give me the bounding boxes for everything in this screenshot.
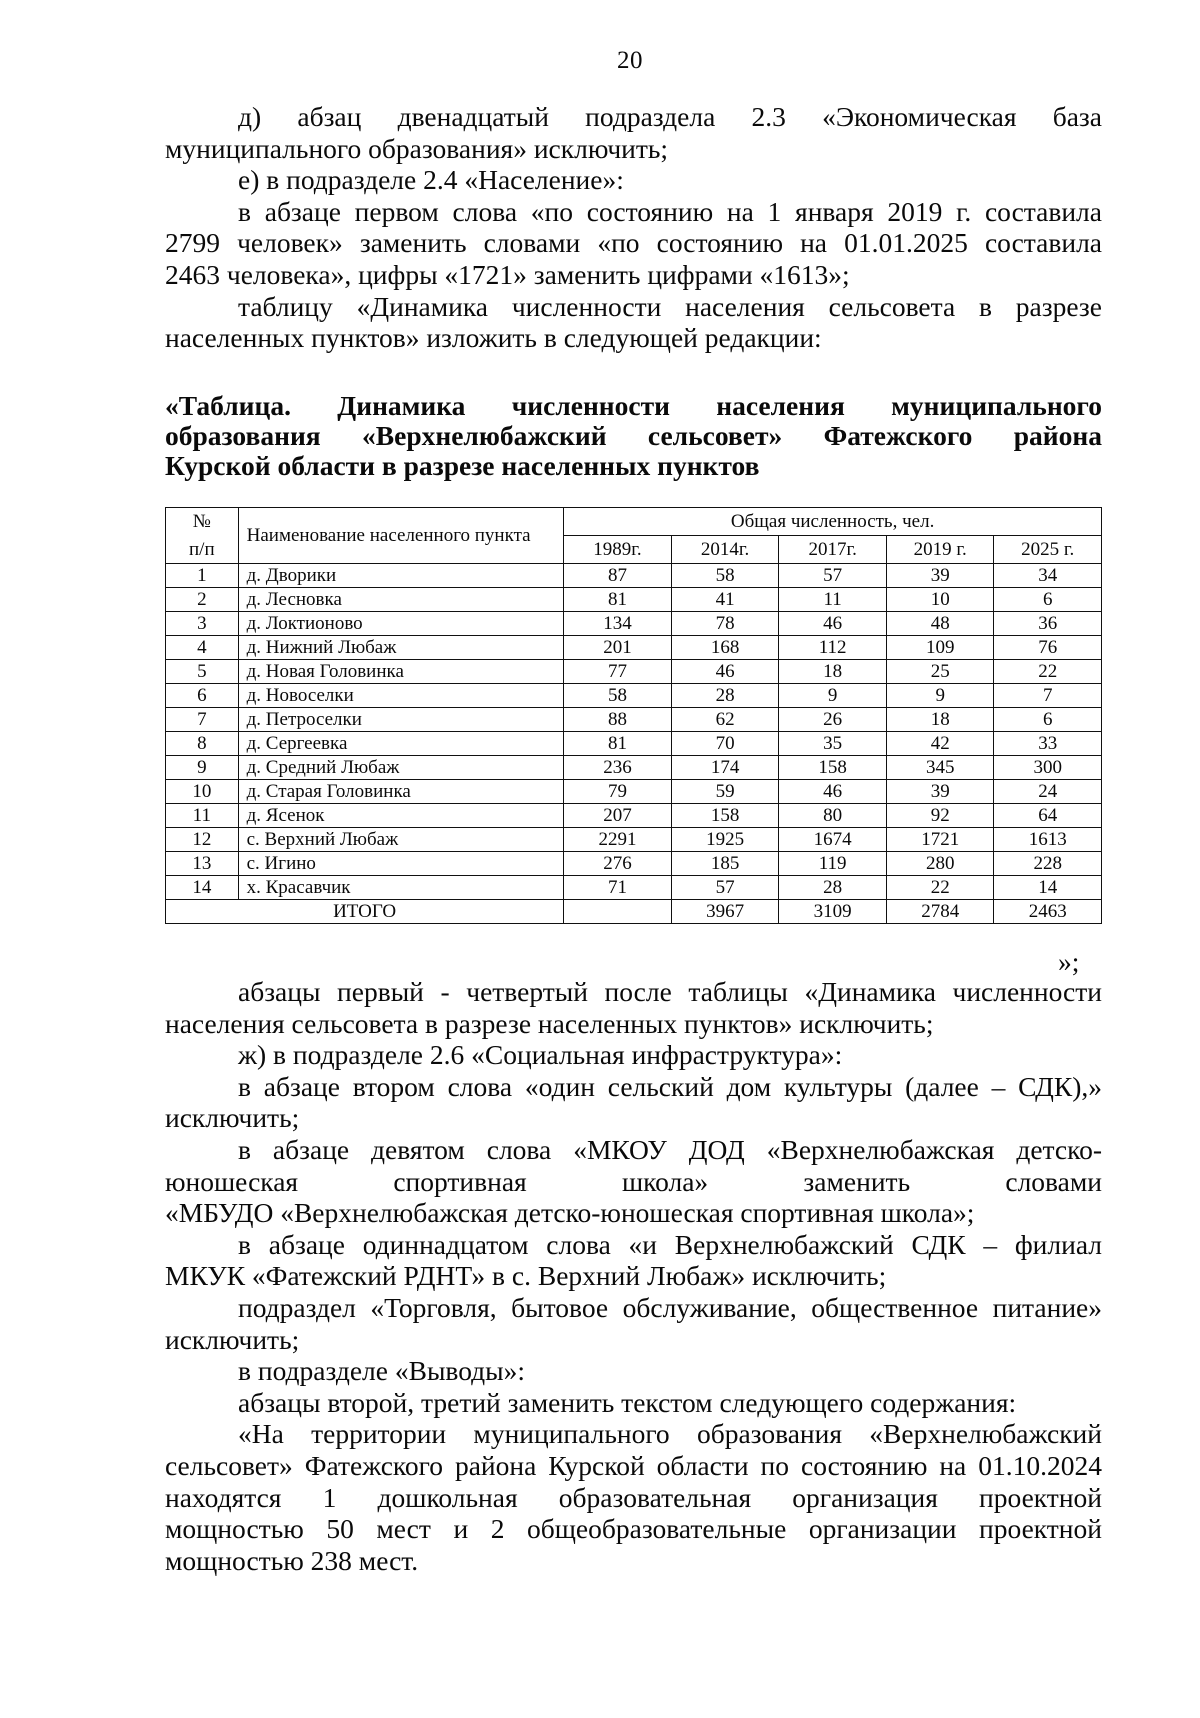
text-line: мощностью 238 мест.: [165, 1544, 419, 1576]
text-line: «На территории муниципального образования «Верхнелюбажский: [238, 1418, 1102, 1450]
total-cell: 3109: [779, 900, 887, 924]
paragraph-after-4: [165, 1134, 1102, 1229]
settlement-name: д. Нижний Любаж: [238, 636, 564, 660]
text-line: населенных пунктов» изложить в следующей редакции:: [165, 322, 822, 354]
table-row: [166, 828, 1102, 852]
title-line: «Таблица. Динамика численности населения муниципального: [165, 390, 1102, 421]
population-cell: 59: [671, 780, 779, 804]
population-cell: 48: [886, 612, 994, 636]
population-cell: 26: [779, 708, 887, 732]
header-year: 1989г.: [564, 536, 672, 564]
row-number: 3: [166, 612, 239, 636]
population-cell: 39: [886, 564, 994, 588]
population-cell: 28: [671, 684, 779, 708]
total-label: ИТОГО: [166, 900, 564, 924]
row-number: 7: [166, 708, 239, 732]
table-row: [166, 564, 1102, 588]
row-number: 12: [166, 828, 239, 852]
text-line: е) в подразделе 2.4 «Население»:: [238, 164, 624, 196]
settlement-name: д. Лесновка: [238, 588, 564, 612]
population-cell: 46: [779, 612, 887, 636]
population-cell: 18: [779, 660, 887, 684]
header-year: 2019 г.: [886, 536, 994, 564]
text-line: абзацы второй, третий заменить текстом следующего содержания:: [238, 1386, 1017, 1418]
header-year: 2025 г.: [994, 536, 1102, 564]
population-cell: 300: [994, 756, 1102, 780]
row-number: 8: [166, 732, 239, 756]
table-row: [166, 708, 1102, 732]
population-cell: 33: [994, 732, 1102, 756]
settlement-name: с. Игино: [238, 852, 564, 876]
settlement-name: д. Старая Головинка: [238, 780, 564, 804]
text-line: «МБУДО «Верхнелюбажская детско-юношеская спортивная школа»;: [165, 1197, 975, 1229]
population-cell: 6: [994, 708, 1102, 732]
population-cell: 46: [671, 660, 779, 684]
population-cell: 11: [779, 588, 887, 612]
row-number: 9: [166, 756, 239, 780]
text-line: юношеская спортивная школа» заменить словами: [165, 1165, 1102, 1197]
population-cell: 1613: [994, 828, 1102, 852]
population-cell: 77: [564, 660, 672, 684]
population-cell: 76: [994, 636, 1102, 660]
text-line: исключить;: [165, 1323, 300, 1355]
population-cell: 1674: [779, 828, 887, 852]
population-cell: 112: [779, 636, 887, 660]
text-line: исключить;: [165, 1102, 300, 1134]
text-line: сельсовет» Фатежского района Курской области по состоянию на 01.10.2024: [165, 1449, 1102, 1481]
paragraph-after-5: [165, 1229, 1102, 1292]
settlement-name: д. Сергеевка: [238, 732, 564, 756]
table-row: [166, 588, 1102, 612]
population-cell: 64: [994, 804, 1102, 828]
header-total-population: Общая численность, чел.: [564, 508, 1102, 536]
paragraph-after-8: [165, 1387, 1102, 1419]
paragraph-after-1: [165, 976, 1102, 1039]
text-line: 2463 человека», цифры «1721» заменить цифрами «1613»;: [165, 258, 850, 290]
population-cell: 92: [886, 804, 994, 828]
text-line: абзацы первый - четвертый после таблицы «Динамика численности: [238, 976, 1102, 1007]
population-cell: 46: [779, 780, 887, 804]
population-cell: 22: [994, 660, 1102, 684]
paragraph-after-3: [165, 1071, 1102, 1134]
population-cell: 34: [994, 564, 1102, 588]
row-number: 13: [166, 852, 239, 876]
header-number: № п/п: [166, 508, 239, 564]
table-row: [166, 636, 1102, 660]
paragraph-d: [165, 101, 1102, 164]
population-cell: 236: [564, 756, 672, 780]
closing-quote: »;: [1058, 946, 1080, 977]
header-settlement-name: Наименование населенного пункта: [238, 508, 564, 564]
settlement-name: с. Верхний Любаж: [238, 828, 564, 852]
population-cell: 2291: [564, 828, 672, 852]
population-cell: 174: [671, 756, 779, 780]
population-cell: 6: [994, 588, 1102, 612]
title-line: образования «Верхнелюбажский сельсовет» Фатежского района: [165, 420, 1102, 451]
header-year: 2017г.: [779, 536, 887, 564]
header-year: 2014г.: [671, 536, 779, 564]
population-cell: 201: [564, 636, 672, 660]
settlement-name: д. Локтионово: [238, 612, 564, 636]
population-cell: 228: [994, 852, 1102, 876]
population-cell: 276: [564, 852, 672, 876]
population-cell: 42: [886, 732, 994, 756]
settlement-name: д. Ясенок: [238, 804, 564, 828]
text-line: муниципального образования» исключить;: [165, 132, 669, 164]
text-line: находятся 1 дошкольная образовательная организация проектной: [165, 1481, 1102, 1513]
paragraph-e: [165, 164, 1102, 196]
intro-block: [165, 101, 1102, 354]
paragraph-population: [165, 196, 1102, 291]
population-cell: 158: [671, 804, 779, 828]
table-row: [166, 876, 1102, 900]
population-cell: 24: [994, 780, 1102, 804]
row-number: 1: [166, 564, 239, 588]
row-number: 4: [166, 636, 239, 660]
text-line: ж) в подразделе 2.6 «Социальная инфраструктура»:: [238, 1039, 843, 1071]
population-cell: 158: [779, 756, 887, 780]
population-cell: 22: [886, 876, 994, 900]
population-cell: 57: [671, 876, 779, 900]
row-number: 2: [166, 588, 239, 612]
population-cell: 1721: [886, 828, 994, 852]
population-cell: 185: [671, 852, 779, 876]
table-row: [166, 804, 1102, 828]
table-title: [165, 391, 1102, 481]
population-cell: 109: [886, 636, 994, 660]
text-line: мощностью 50 мест и 2 общеобразовательные организации проектной: [165, 1513, 1102, 1545]
paragraph-after-7: [165, 1355, 1102, 1387]
total-cell: 3967: [671, 900, 779, 924]
table-row: [166, 756, 1102, 780]
text-line: населения сельсовета в разрезе населенных пунктов» исключить;: [165, 1007, 934, 1039]
total-cell: 2463: [994, 900, 1102, 924]
population-table: [165, 507, 1102, 924]
text-line: в подразделе «Выводы»:: [238, 1355, 526, 1387]
row-number: 6: [166, 684, 239, 708]
population-cell: 78: [671, 612, 779, 636]
population-cell: 35: [779, 732, 887, 756]
population-cell: 71: [564, 876, 672, 900]
population-cell: 1925: [671, 828, 779, 852]
population-cell: 88: [564, 708, 672, 732]
text-line: в абзаце девятом слова «МКОУ ДОД «Верхнелюбажская детско-: [238, 1133, 1102, 1165]
population-cell: 81: [564, 732, 672, 756]
table-row: [166, 612, 1102, 636]
population-cell: 41: [671, 588, 779, 612]
population-cell: 58: [671, 564, 779, 588]
population-cell: 7: [994, 684, 1102, 708]
population-cell: 58: [564, 684, 672, 708]
population-cell: 280: [886, 852, 994, 876]
text-line: таблицу «Динамика численности населения сельсовета в разрезе: [238, 290, 1102, 322]
paragraph-after-6: [165, 1292, 1102, 1355]
row-number: 11: [166, 804, 239, 828]
text-line: д) абзац двенадцатый подраздела 2.3 «Экономическая база: [238, 101, 1102, 132]
page-number: 20: [617, 47, 643, 74]
total-row: [166, 900, 1102, 924]
population-cell: 9: [779, 684, 887, 708]
total-cell: 2784: [886, 900, 994, 924]
settlement-name: х. Красавчик: [238, 876, 564, 900]
population-cell: 168: [671, 636, 779, 660]
population-cell: 25: [886, 660, 994, 684]
population-cell: 18: [886, 708, 994, 732]
title-line: Курской области в разрезе населенных пунктов: [165, 450, 760, 481]
table-row: [166, 660, 1102, 684]
population-cell: 207: [564, 804, 672, 828]
population-cell: 28: [779, 876, 887, 900]
population-cell: 14: [994, 876, 1102, 900]
population-cell: 70: [671, 732, 779, 756]
after-block: [165, 976, 1102, 1576]
population-cell: 57: [779, 564, 887, 588]
text-line: подраздел «Торговля, бытовое обслуживание, общественное питание»: [238, 1291, 1102, 1323]
population-cell: 134: [564, 612, 672, 636]
population-cell: 10: [886, 588, 994, 612]
population-cell: 79: [564, 780, 672, 804]
text-line: в абзаце первом слова «по состоянию на 1 января 2019 г. составила: [238, 195, 1102, 227]
row-number: 14: [166, 876, 239, 900]
settlement-name: д. Средний Любаж: [238, 756, 564, 780]
table-row: [166, 684, 1102, 708]
paragraph-after-9: [165, 1418, 1102, 1576]
population-cell: 87: [564, 564, 672, 588]
text-line: МКУК «Фатежский РДНТ» в с. Верхний Любаж» исключить;: [165, 1260, 887, 1292]
settlement-name: д. Новая Головинка: [238, 660, 564, 684]
table-row: [166, 852, 1102, 876]
text-line: в абзаце одиннадцатом слова «и Верхнелюбажский СДК – филиал: [238, 1228, 1102, 1260]
population-cell: 62: [671, 708, 779, 732]
row-number: 5: [166, 660, 239, 684]
paragraph-table-intro: [165, 291, 1102, 354]
population-cell: 119: [779, 852, 887, 876]
population-cell: 81: [564, 588, 672, 612]
settlement-name: д. Дворики: [238, 564, 564, 588]
table-row: [166, 780, 1102, 804]
text-line: в абзаце втором слова «один сельский дом культуры (далее – СДК),»: [238, 1070, 1102, 1102]
table-row: [166, 732, 1102, 756]
population-cell: 36: [994, 612, 1102, 636]
paragraph-zh: [165, 1039, 1102, 1071]
total-cell: [564, 900, 672, 924]
population-cell: 9: [886, 684, 994, 708]
settlement-name: д. Петроселки: [238, 708, 564, 732]
row-number: 10: [166, 780, 239, 804]
population-cell: 80: [779, 804, 887, 828]
settlement-name: д. Новоселки: [238, 684, 564, 708]
population-cell: 39: [886, 780, 994, 804]
text-line: 2799 человек» заменить словами «по состоянию на 01.01.2025 составила: [165, 227, 1102, 259]
population-cell: 345: [886, 756, 994, 780]
